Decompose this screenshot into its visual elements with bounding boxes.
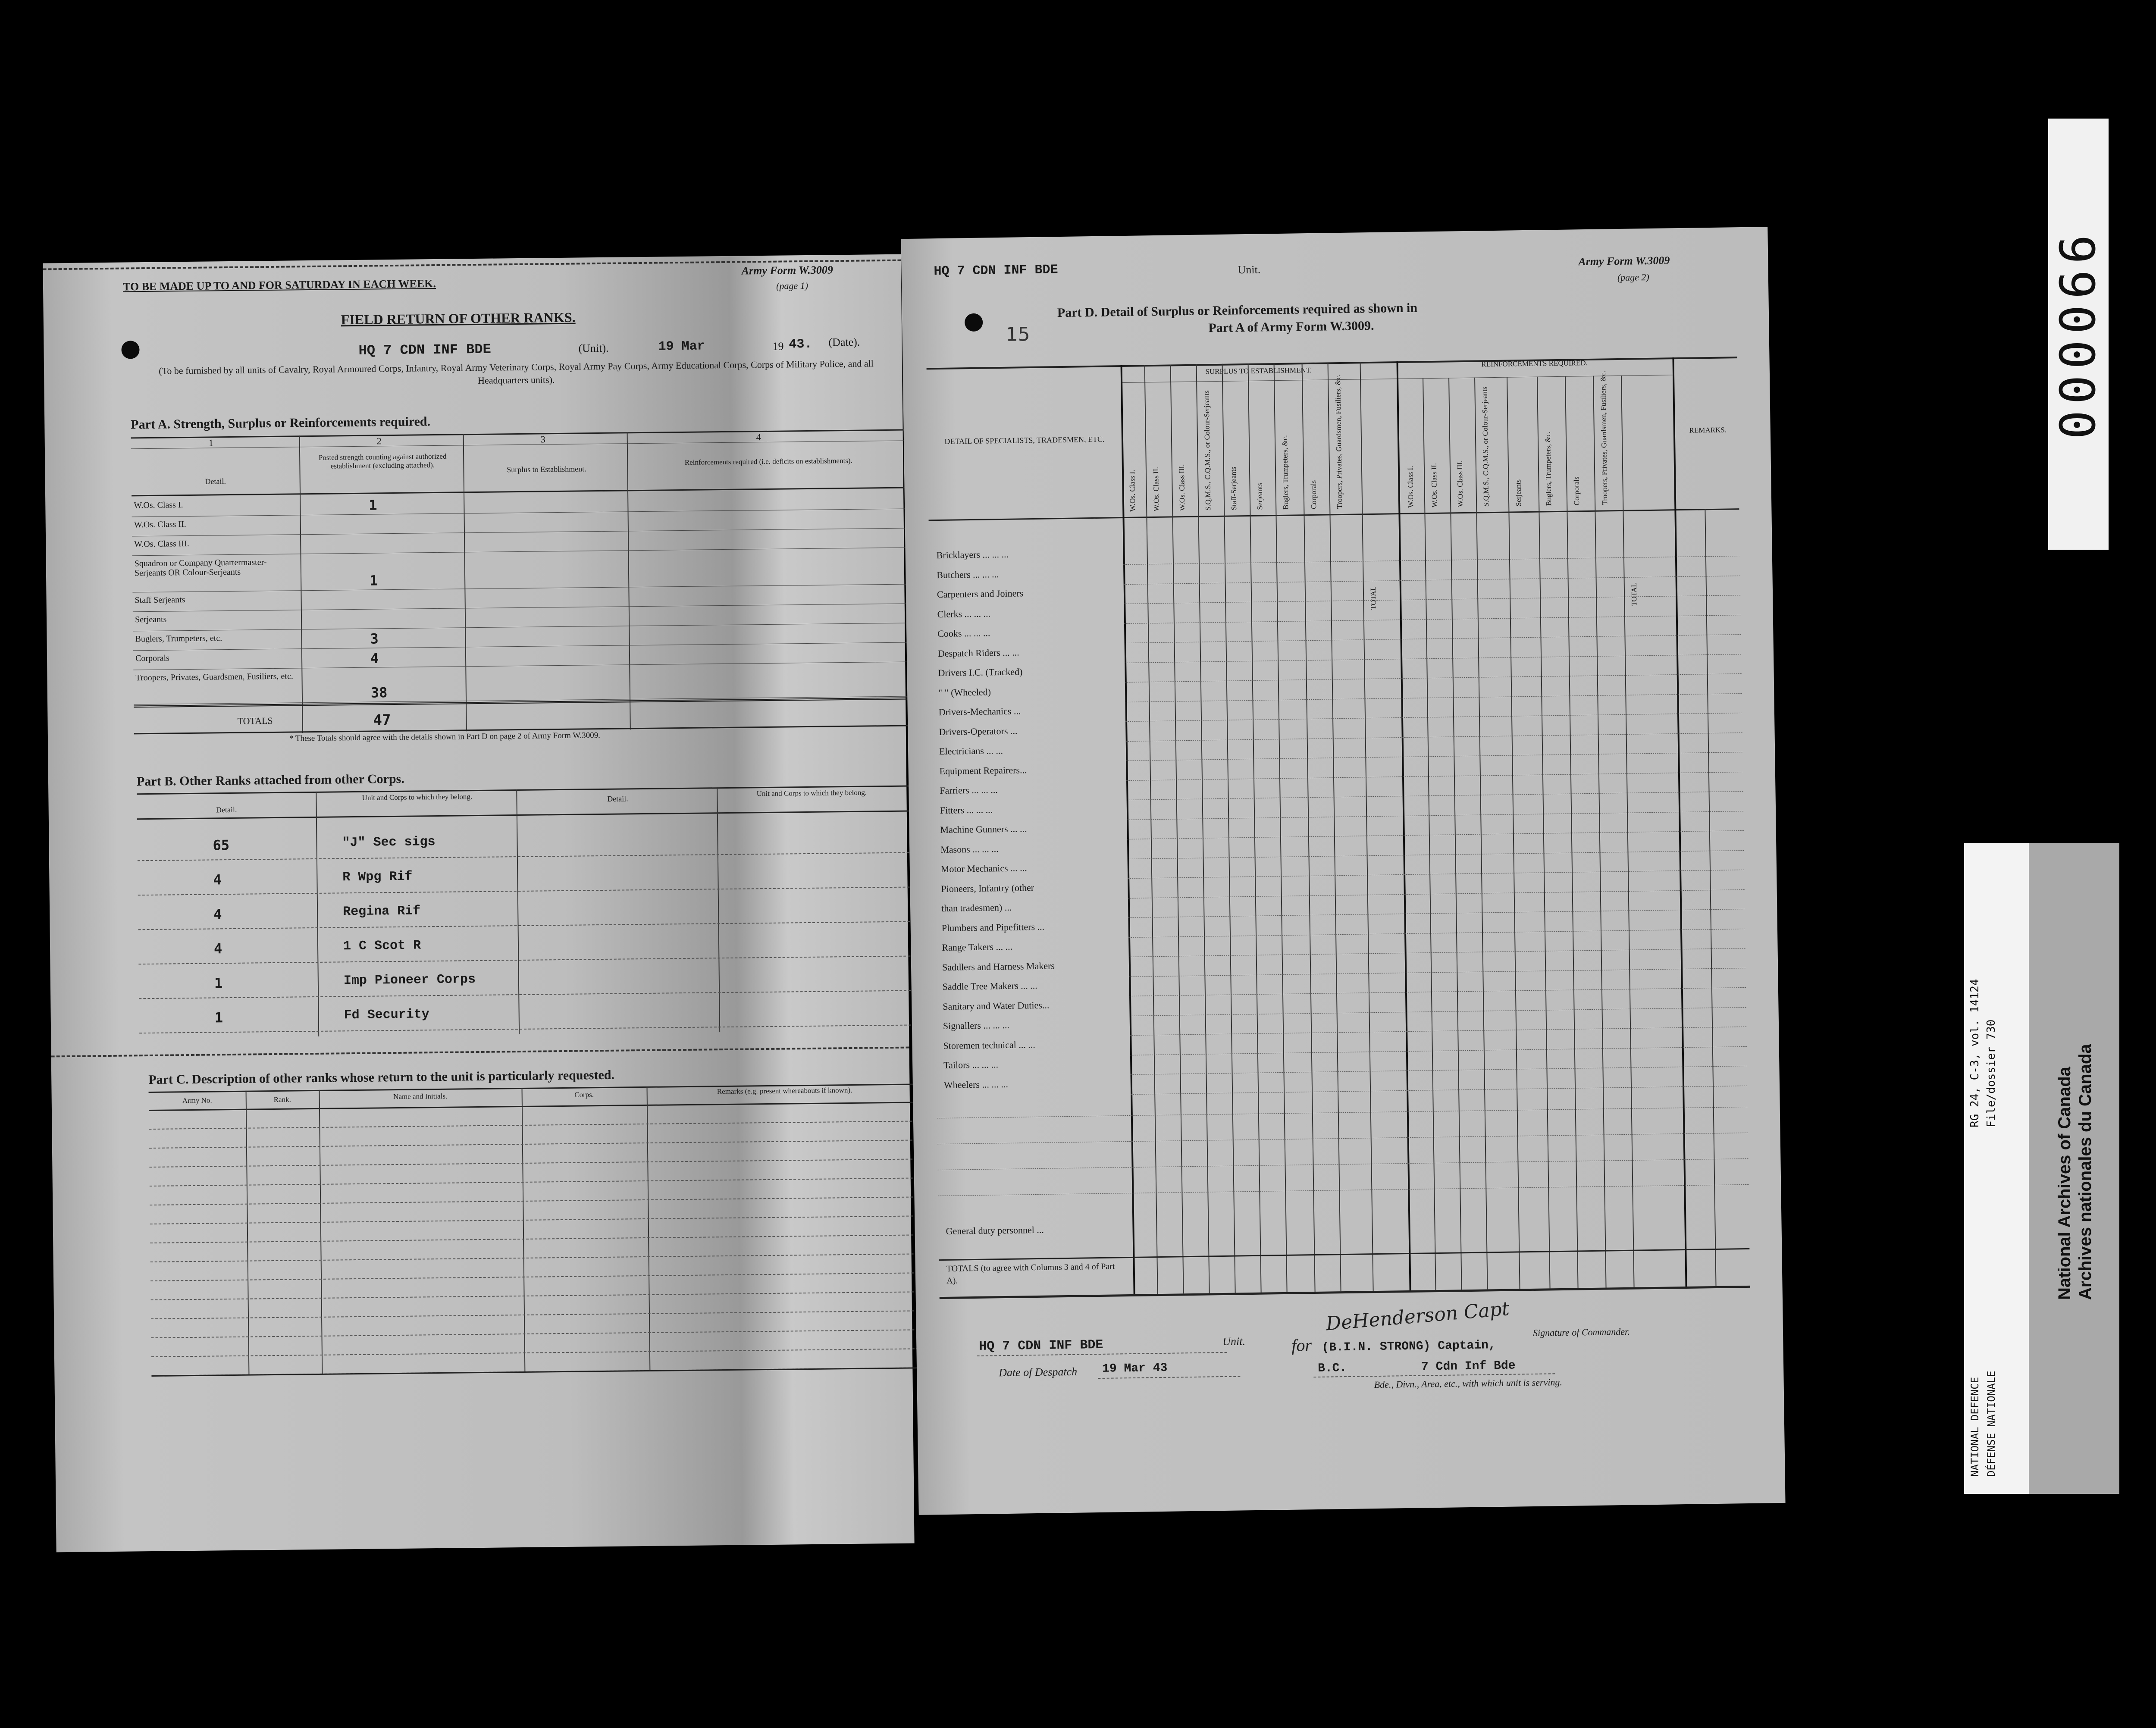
partB-row-detail: 4 [213,906,222,923]
partB-row-detail: 1 [214,1009,223,1026]
trade-row-label: Carpenters and Joiners [937,588,1024,600]
year-prefix: 19 [772,340,784,353]
partA-colnum-4: 4 [756,432,761,443]
trade-row-label: Drivers-Mechanics ... [938,705,1021,718]
surplus-col-header: Buglers, Trumpeters, &c. [1280,435,1290,510]
partA-header-reinf: Reinforcements required (i.e. deficits on establishments). [684,456,852,466]
trade-row-label: Butchers ... ... ... [937,568,999,580]
trade-row-label: Saddlers and Harness Makers [942,960,1055,973]
unit-label: (Unit). [578,341,609,355]
form-page-1 [43,254,914,1553]
trade-row-label: Saddle Tree Makers ... ... [942,980,1037,992]
partD-heading-2: Part A of Army Form W.3009. [1208,318,1374,335]
partA-row-posted: 3 [370,630,379,647]
form-title: FIELD RETURN OF OTHER RANKS. [341,309,576,328]
surplus-col-header: Troopers, Privates, Guardsmen, Fusiliers, &c. [1333,374,1344,509]
signature: DeHenderson Capt [1325,1297,1510,1335]
partA-row-posted: 4 [370,650,379,667]
despatch-value: 19 Mar 43 [1102,1361,1168,1376]
reinf-col-header: Buglers, Trumpeters, &c. [1543,431,1553,506]
partA-heading: Part A. Strength, Surplus or Reinforcements required. [131,414,431,432]
surplus-col-header: TOTAL [1369,586,1378,610]
partA-colnum-2: 2 [376,435,382,447]
partA-colnum-3: 3 [540,434,545,445]
partA-row-detail: W.Os. Class I. [134,500,183,510]
page-label: (page 1) [776,280,808,291]
signature-label: Signature of Commander. [1532,1326,1630,1338]
reinf-col-header: Troopers, Privates, Guardsmen, Fusiliers, &c. [1598,370,1609,505]
trade-row-label: Bricklayers ... ... ... [936,548,1009,561]
nd-line-2: DÉFENSE NATIONALE [1985,1371,1997,1477]
partB-row-detail: 1 [214,975,223,992]
partA-row-posted: 1 [369,497,377,513]
trade-row-label: Machine Gunners ... ... [940,823,1027,836]
form-page-2 [901,227,1785,1515]
partB-header-unit-1: Unit and Corps to which they belong. [362,792,473,802]
footer-unit-value: HQ 7 CDN INF BDE [979,1337,1103,1354]
trade-row-label: Sanitary and Water Duties... [943,999,1050,1012]
signer-name: (B.I.N. STRONG) Captain, [1322,1339,1496,1355]
p2-form-number: Army Form W.3009 [1578,254,1670,268]
partA-row-detail: Squadron or Company Quartermaster-Serjeants OR Colour-Serjeants [134,557,267,578]
year-value: 43. [789,337,812,352]
partB-row-unit: R Wpg Rif [342,869,413,885]
trade-row-label: Despatch Riders ... ... [937,646,1019,659]
trade-row-label: Wheelers ... ... ... [943,1078,1009,1090]
partA-row-detail: W.Os. Class III. [134,538,189,549]
surplus-col-header: Serjeants [1255,483,1264,510]
partA-row-detail: Staff Serjeants [135,595,185,605]
despatch-label: Date of Despatch [998,1365,1078,1379]
trade-row-label: Storemen technical ... ... [943,1039,1035,1051]
trade-row-label: Farriers ... ... ... [940,784,998,796]
footer-unit-label: Unit. [1222,1335,1246,1348]
trade-row-label: Equipment Repairers... [939,764,1027,776]
partD-heading-1: Part D. Detail of Surplus or Reinforcements required as shown in [1057,301,1418,320]
partB-row-detail: 4 [213,940,222,957]
partB-row-unit: 1 C Scot R [343,938,421,954]
partA-row-detail: W.Os. Class II. [134,520,186,530]
trade-row-label: Motor Mechanics ... ... [940,862,1027,875]
p2-unit-label: Unit. [1238,263,1261,276]
partC-header-army-no: Army No. [182,1096,212,1105]
pencil-mark: 15 [1006,323,1030,346]
partA-row-posted: 1 [369,572,378,589]
surplus-col-header: W.Os. Class II. [1151,467,1161,512]
partB-header-unit-2: Unit and Corps to which they belong. [756,788,867,798]
trade-row-label: Drivers-Operators ... [939,725,1018,737]
partB-row-unit: Imp Pioneer Corps [343,972,476,989]
remarks-header: REMARKS. [1689,426,1727,435]
p2-page-label: (page 2) [1617,271,1649,283]
partA-totals-label: TOTALS [237,715,273,726]
reinf-col-header: S.Q.M.S., C.Q.M.S., or Colour-Serjeants [1480,386,1491,507]
partB-header-detail-2: Detail. [607,794,628,803]
partC-header-rank: Rank. [273,1095,291,1104]
date-label: (Date). [828,335,860,349]
frame-number-stamp [2048,119,2109,550]
archive-reference-card [1964,843,2119,1494]
surplus-col-header: Corporals [1309,480,1318,510]
nac-line-1: National Archives of Canada [2055,1067,2074,1300]
signer-prefix: for [1291,1335,1312,1355]
partA-header-posted: Posted strength counting against authorized establishment (excluding attached). [318,452,447,470]
partA-header-detail: Detail. [205,477,226,486]
surplus-col-header: Staff-Serjeants [1229,466,1238,510]
form-number: Army Form W.3009 [741,263,833,277]
trade-row-label: Signallers ... ... ... [943,1019,1010,1031]
totals-text: TOTALS (to agree with Columns 3 and 4 of Part A). [946,1262,1115,1286]
partB-row-unit: Fd Security [344,1007,429,1023]
trade-row-label: Clerks ... ... ... [937,607,991,620]
p2-unit-value: HQ 7 CDN INF BDE [934,263,1058,279]
partA-row-detail: Corporals [135,653,170,664]
unit-value: HQ 7 CDN INF BDE [358,341,491,359]
nac-line-2: Archives nationales du Canada [2076,1044,2095,1300]
reinf-col-header: Corporals [1572,476,1581,506]
reinf-col-header: W.Os. Class II. [1429,463,1439,508]
trade-row-label: than tradesmen) ... [941,902,1012,914]
partA-colnum-1: 1 [208,437,213,448]
partB-row-unit: "J" Sec sigs [342,835,436,851]
trade-row-label: Electricians ... ... [939,745,1003,757]
reinf-col-header: W.Os. Class I. [1406,466,1415,508]
partC-header-corps: Corps. [574,1090,594,1099]
nd-line-1: NATIONAL DEFENCE [1969,1377,1981,1477]
partA-row-detail: Buglers, Trumpeters, etc. [135,633,222,644]
trade-row-label: Cooks ... ... ... [937,627,990,639]
partA-header-surplus: Surplus to Establishment. [507,464,586,474]
trade-row-label: Drivers I.C. (Tracked) [938,666,1023,679]
reinf-col-header: TOTAL [1630,582,1639,606]
partB-row-unit: Regina Rif [343,904,421,920]
partB-header-detail-1: Detail. [216,805,237,814]
ref-line-1: RG 24, C-3, vol. 14124 [1968,979,1981,1127]
general-duty-label: General duty personnel ... [946,1224,1044,1237]
reinforcements-header: REINFORCEMENTS REQUIRED. [1481,358,1588,369]
partA-footnote: * These Totals should agree with the details shown in Part D on page 2 of Army Form W.3009. [289,731,600,743]
partC-heading: Part C. Description of other ranks whose return to the unit is particularly requested. [148,1067,615,1087]
partA-row-posted: 38 [370,684,388,701]
surplus-col-header: W.Os. Class I. [1128,470,1137,512]
punch-hole [121,341,139,359]
reinf-col-header: W.Os. Class III. [1455,460,1465,507]
bde-label: Bde., Divn., Area, etc., with which unit is serving. [1374,1377,1563,1390]
trade-row-label: " " (Wheeled) [938,686,991,698]
surplus-header: SURPLUS TO ESTABLISHMENT. [1205,366,1312,376]
trade-row-label: Pioneers, Infantry (other [941,882,1034,894]
partB-heading: Part B. Other Ranks attached from other Corps. [136,771,404,789]
partC-header-remarks: Remarks (e.g. present whereabouts if known). [717,1086,852,1096]
surplus-col-header: W.Os. Class III. [1177,464,1187,511]
partA-row-detail: Troopers, Privates, Guardsmen, Fusiliers, etc. [135,671,293,683]
top-note: TO BE MADE UP TO AND FOR SATURDAY IN EACH WEEK. [122,277,436,293]
trade-row-label: Range Takers ... ... [942,941,1013,953]
ref-line-2: File/dossier 730 [1985,1019,1998,1127]
punch-hole [965,313,983,332]
reinf-col-header: Serjeants [1514,479,1523,507]
partA-totals-value: 47 [373,711,391,729]
surplus-col-header: S.Q.M.S., C.Q.M.S., or Colour-Serjeants [1202,390,1213,511]
trade-row-label: Fitters ... ... ... [940,804,993,816]
trade-row-label: Plumbers and Pipefitters ... [941,921,1045,933]
partB-row-detail: 4 [213,871,222,888]
trade-row-label: Masons ... ... ... [940,843,999,855]
detail-header: DETAIL OF SPECIALISTS, TRADESMEN, ETC. [944,435,1105,446]
partB-row-detail: 65 [213,837,230,854]
partA-row-detail: Serjeants [135,614,167,625]
frame-number: 000066 [2050,229,2106,440]
partC-header-name: Name and Initials. [393,1092,448,1101]
brigade-major: B.C. [1317,1361,1347,1375]
date-value: 19 Mar [658,339,705,354]
trade-row-label: Tailors ... ... ... [943,1059,999,1071]
furnish-note: (To be furnished by all units of Cavalry, Royal Armoured Corps, Infantry, Royal Army Veterinary Corps, Royal Army Pay Corps, Army Educational Corps, Corps of Military Police, and all Headquarters units). [158,358,874,386]
bde-value: 7 Cdn Inf Bde [1421,1359,1516,1374]
